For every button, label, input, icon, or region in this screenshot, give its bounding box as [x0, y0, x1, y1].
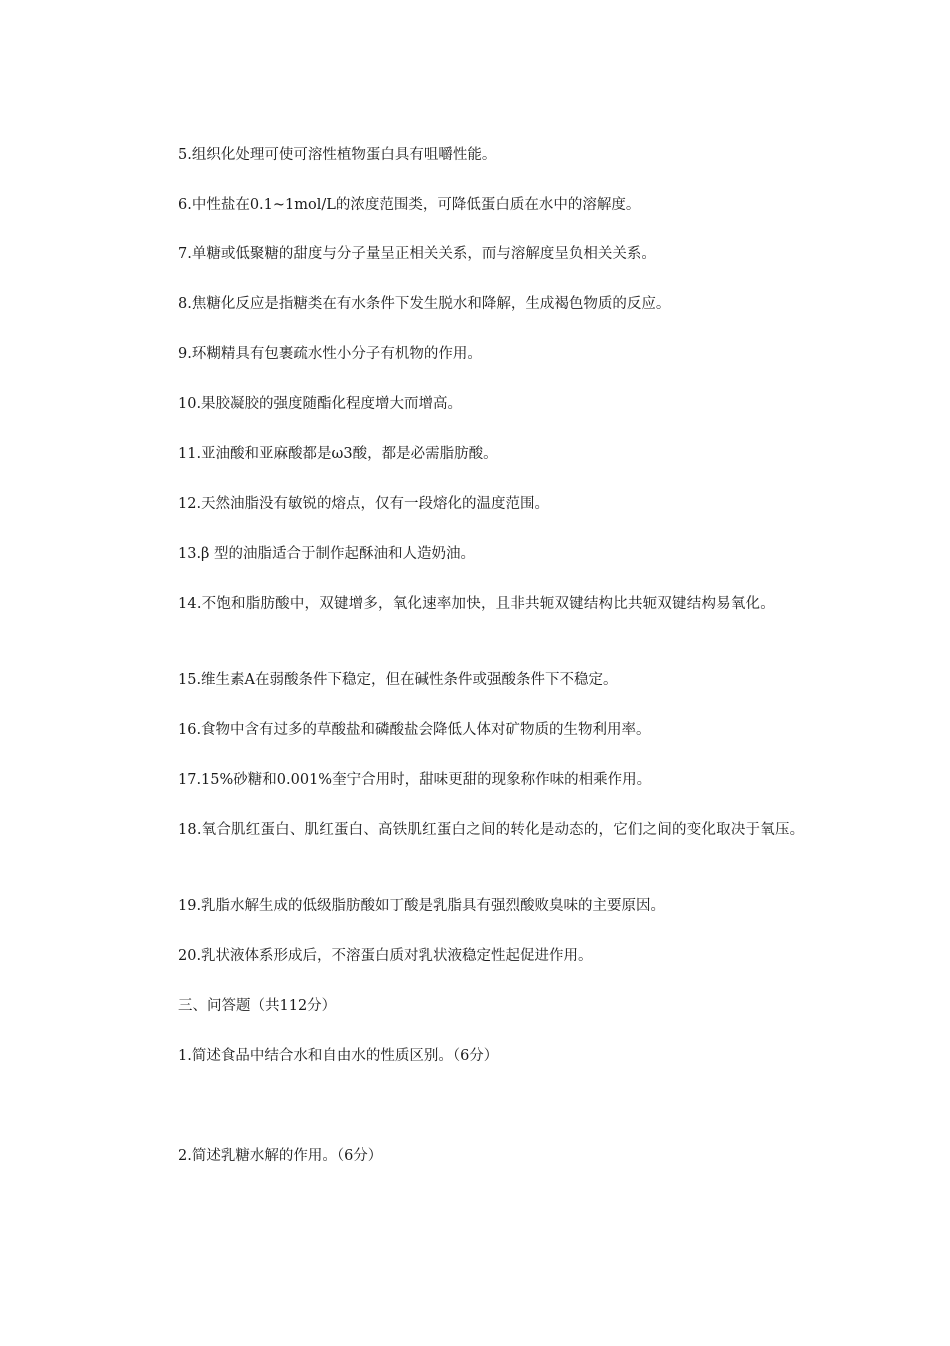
question-1: 1.简述食品中结合水和自由水的性质区别。（6分） [178, 1048, 499, 1064]
statement-8: 8.焦糖化反应是指糖类在有水条件下发生脱水和降解，生成褐色物质的反应。 [178, 296, 671, 312]
statement-19: 19.乳脂水解生成的低级脂肪酸如丁酸是乳脂具有强烈酸败臭味的主要原因。 [178, 898, 666, 914]
statement-11: 11.亚油酸和亚麻酸都是ω3酸，都是必需脂肪酸。 [178, 446, 498, 462]
statement-20: 20.乳状液体系形成后，不溶蛋白质对乳状液稳定性起促进作用。 [178, 948, 593, 964]
statement-14: 14.不饱和脂肪酸中，双键增多，氧化速率加快，且非共轭双键结构比共轭双键结构易氧化。 [178, 596, 775, 612]
statement-18: 18.氧合肌红蛋白、肌红蛋白、高铁肌红蛋白之间的转化是动态的，它们之间的变化取决于氧压。 [178, 822, 805, 838]
question-2: 2.简述乳糖水解的作用。（6分） [178, 1148, 383, 1164]
statement-9: 9.环糊精具有包裹疏水性小分子有机物的作用。 [178, 346, 482, 362]
statement-10: 10.果胶凝胶的强度随酯化程度增大而增高。 [178, 396, 463, 412]
statement-6: 6.中性盐在0.1~1mol/L的浓度范围类，可降低蛋白质在水中的溶解度。 [178, 197, 641, 213]
statement-5: 5.组织化处理可使可溶性植物蛋白具有咀嚼性能。 [178, 147, 497, 163]
statement-16: 16.食物中含有过多的草酸盐和磷酸盐会降低人体对矿物质的生物利用率。 [178, 722, 651, 738]
statement-12: 12.天然油脂没有敏锐的熔点，仅有一段熔化的温度范围。 [178, 496, 550, 512]
statement-17: 17.15%砂糖和0.001%奎宁合用时，甜味更甜的现象称作味的相乘作用。 [178, 772, 652, 788]
statement-15: 15.维生素A在弱酸条件下稳定，但在碱性条件或强酸条件下不稳定。 [178, 672, 618, 688]
section-heading: 三、问答题（共112分） [178, 998, 337, 1014]
statement-13: 13.β 型的油脂适合于制作起酥油和人造奶油。 [178, 546, 476, 562]
statement-7: 7.单糖或低聚糖的甜度与分子量呈正相关关系，而与溶解度呈负相关关系。 [178, 246, 656, 262]
